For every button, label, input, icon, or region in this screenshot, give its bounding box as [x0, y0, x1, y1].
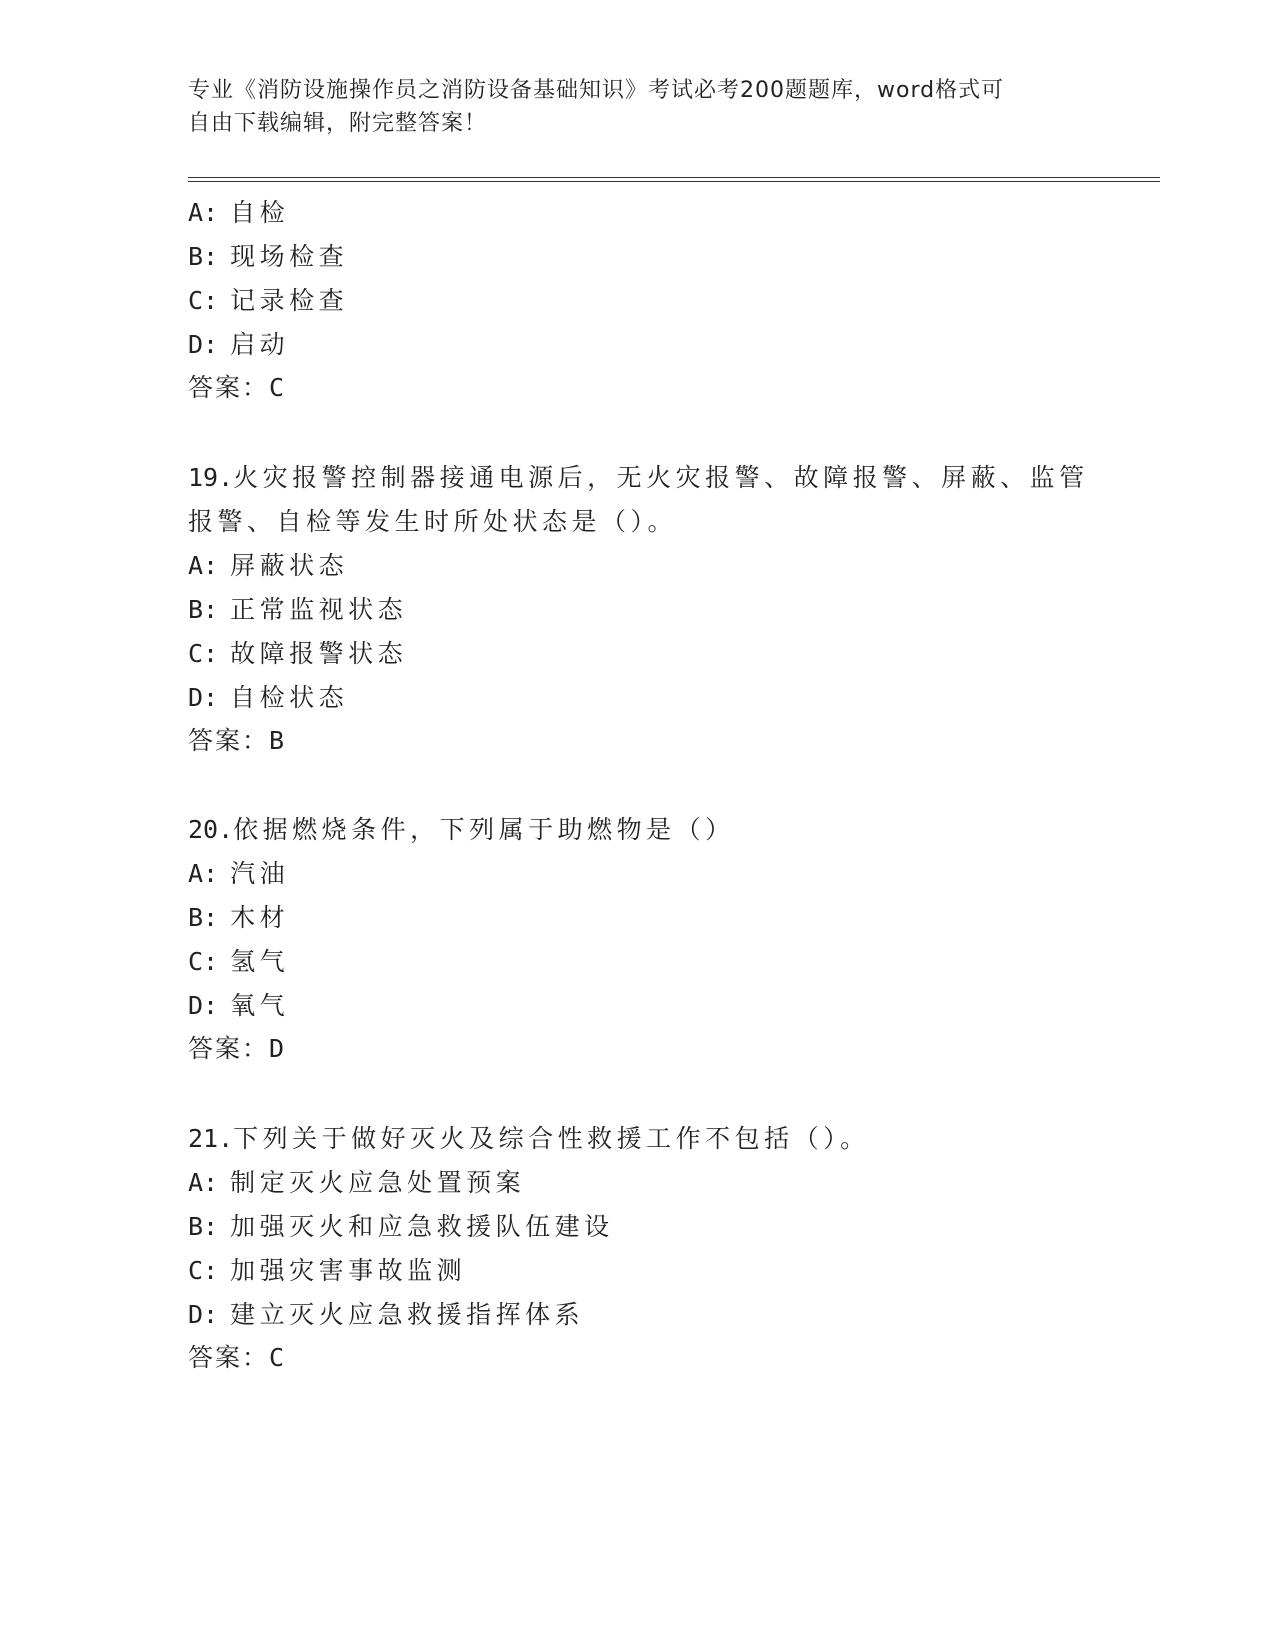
q18-answer: [188, 373, 284, 403]
q20-answer: [188, 1034, 284, 1064]
question-number: 19.: [188, 463, 234, 492]
option-letter: B:: [188, 595, 219, 624]
option-text: 加强灭火和应急救援队伍建设: [230, 1212, 614, 1241]
option-letter: A:: [188, 551, 219, 580]
option-letter: B:: [188, 242, 219, 271]
option-letter: A:: [188, 198, 219, 227]
option-letter: B:: [188, 1212, 219, 1241]
q20-option-c: [188, 947, 289, 977]
option-text: 制定灭火应急处置预案: [230, 1168, 526, 1197]
option-text: 木材: [230, 903, 290, 932]
q19-option-d: [188, 683, 348, 713]
option-text: 自检状态: [230, 683, 349, 712]
option-letter: C:: [188, 286, 219, 315]
option-letter: C:: [188, 947, 219, 976]
q19-option-a: [188, 551, 348, 581]
option-text: 启动: [230, 330, 290, 359]
option-letter: D:: [188, 683, 219, 712]
question-text: 下列关于做好灭火及综合性救援工作不包括（）。: [233, 1124, 870, 1153]
option-text: 自检: [230, 198, 290, 227]
option-text: 汽油: [230, 859, 290, 888]
question-text: 依据燃烧条件，下列属于助燃物是（）: [233, 815, 735, 844]
q21-answer: [188, 1343, 284, 1373]
option-letter: C:: [188, 1256, 219, 1285]
q19-stem-line-2: [188, 507, 677, 537]
option-text: 加强灾害事故监测: [230, 1256, 467, 1285]
header-line-1: 专业《消防设施操作员之消防设备基础知识》考试必考200题题库，word格式可: [188, 78, 1005, 103]
q21-option-b: [188, 1212, 614, 1242]
question-number: 20.: [188, 815, 234, 844]
header-line-2: 自由下载编辑，附完整答案！: [188, 111, 488, 136]
option-letter: C:: [188, 639, 219, 668]
document-header: [188, 74, 1088, 140]
q21-option-c: [188, 1256, 466, 1286]
answer-value: B: [269, 726, 285, 755]
q19-option-b: [188, 595, 407, 625]
option-text: 故障报警状态: [230, 639, 408, 668]
answer-label: 答案：: [188, 1343, 270, 1372]
option-text: 现场检查: [230, 242, 349, 271]
option-letter: D:: [188, 991, 219, 1020]
answer-label: 答案：: [188, 373, 270, 402]
option-letter: B:: [188, 903, 219, 932]
answer-label: 答案：: [188, 726, 270, 755]
answer-value: C: [269, 373, 285, 402]
q20-option-a: [188, 859, 289, 889]
question-text: 报警、自检等发生时所处状态是（）。: [188, 507, 678, 536]
q21-option-a: [188, 1168, 525, 1198]
q19-option-c: [188, 639, 407, 669]
option-text: 氢气: [230, 947, 290, 976]
option-letter: D:: [188, 330, 219, 359]
option-text: 建立灭火应急救援指挥体系: [230, 1300, 585, 1329]
q19-answer: [188, 726, 284, 756]
q18-option-a: [188, 198, 289, 228]
option-letter: D:: [188, 1300, 219, 1329]
q20-stem-line-1: [188, 815, 735, 845]
q20-option-b: [188, 903, 289, 933]
q20-option-d: [188, 991, 289, 1021]
q19-stem-line-1: [188, 463, 1089, 493]
option-letter: A:: [188, 1168, 219, 1197]
answer-value: D: [269, 1034, 285, 1063]
question-text: 火灾报警控制器接通电源后，无火灾报警、故障报警、屏蔽、监管: [233, 463, 1089, 492]
question-number: 21.: [188, 1124, 234, 1153]
option-text: 正常监视状态: [230, 595, 408, 624]
q18-option-d: [188, 330, 289, 360]
header-divider-top: [188, 177, 1160, 178]
q21-stem-line-1: [188, 1124, 870, 1154]
option-text: 记录检查: [230, 286, 349, 315]
q18-option-c: [188, 286, 348, 316]
answer-label: 答案：: [188, 1034, 270, 1063]
option-letter: A:: [188, 859, 219, 888]
option-text: 屏蔽状态: [230, 551, 349, 580]
answer-value: C: [269, 1343, 285, 1372]
option-text: 氧气: [230, 991, 290, 1020]
q18-option-b: [188, 242, 348, 272]
header-divider-bottom: [188, 181, 1160, 182]
q21-option-d: [188, 1300, 584, 1330]
